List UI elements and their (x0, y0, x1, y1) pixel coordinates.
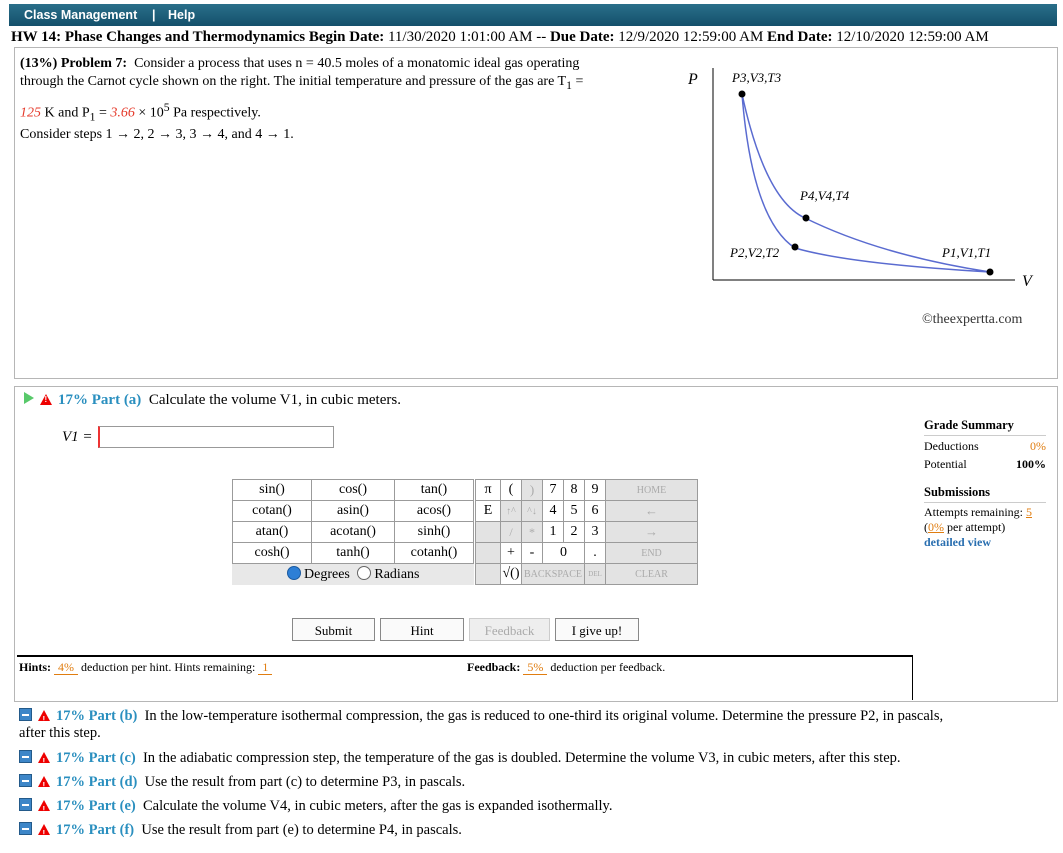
asin-key[interactable]: asin() (312, 501, 395, 522)
minus-key[interactable]: - (522, 543, 543, 564)
cotan-key[interactable]: cotan() (233, 501, 312, 522)
hw-title: HW 14: Phase Changes and Thermodynamics (11, 29, 306, 45)
key-7[interactable]: 7 (543, 480, 564, 501)
collapse-icon[interactable] (19, 822, 32, 835)
tan-key[interactable]: tan() (395, 480, 474, 501)
per-attempt-deduction: 0% (928, 520, 944, 534)
feedback-info (467, 660, 665, 675)
part-a-label: Part (a) (91, 392, 142, 408)
potential-value: 100% (1016, 457, 1046, 471)
key-2[interactable]: 2 (564, 522, 585, 543)
part-c-percent: 17% (56, 750, 85, 766)
problem-line-3-mid: K and P (44, 105, 90, 121)
down-exp-key[interactable]: ^↓ (522, 501, 543, 522)
del-key[interactable]: DEL (585, 564, 606, 585)
empty-key (476, 543, 501, 564)
angle-mode-row (233, 564, 474, 585)
end-key[interactable]: END (606, 543, 698, 564)
tanh-key[interactable]: tanh() (312, 543, 395, 564)
lparen-key[interactable]: ( (501, 480, 522, 501)
state-4-point (803, 215, 810, 222)
key-4[interactable]: 4 (543, 501, 564, 522)
part-b-percent: 17% (56, 708, 85, 724)
feedback-text: deduction per feedback. (550, 660, 666, 674)
warning-icon (38, 752, 50, 763)
cosh-key[interactable]: cosh() (233, 543, 312, 564)
state-3-point (739, 91, 746, 98)
carnot-cycle-diagram (680, 60, 1055, 330)
home-key[interactable]: HOME (606, 480, 698, 501)
potential-label: Potential (924, 457, 967, 471)
part-e-percent: 17% (56, 798, 85, 814)
p1-value: 3.66 (110, 105, 135, 121)
problem-line-2: through the Carnot cycle shown on the right. The initial temperature and pressure of the gas are T (20, 74, 567, 89)
part-b-label: Part (b) (88, 708, 138, 724)
multiply-key[interactable]: * (522, 522, 543, 543)
warning-icon (38, 824, 50, 835)
state-1-label: P1,V1,T1 (942, 245, 992, 260)
attempts-remaining: 5 (1025, 505, 1032, 519)
plus-key[interactable]: + (501, 543, 522, 564)
part-e-row[interactable] (19, 797, 1054, 815)
degrees-radio[interactable] (287, 566, 301, 580)
warning-icon (40, 394, 52, 405)
due-label: Due Date: (549, 29, 615, 45)
problem-weight: (13%) (20, 56, 58, 71)
state-4-label: P4,V4,T4 (800, 188, 850, 203)
grade-summary-title: Grade Summary (924, 418, 1046, 436)
cotanh-key[interactable]: cotanh() (395, 543, 474, 564)
warning-icon (38, 710, 50, 721)
part-e-label: Part (e) (88, 798, 136, 814)
state-2-label: P2,V2,T2 (730, 245, 780, 260)
radians-radio[interactable] (357, 566, 371, 580)
part-f-label: Part (f) (88, 822, 135, 838)
watermark-text: ©theexpertta.com (922, 312, 1023, 327)
backspace-key[interactable]: BACKSPACE (522, 564, 585, 585)
feedback-button[interactable]: Feedback (469, 618, 550, 641)
hint-deduction: 4% (54, 660, 78, 675)
part-b-text-cont: after this step. (19, 725, 101, 741)
key-6[interactable]: 6 (585, 501, 606, 522)
sinh-key[interactable]: sinh() (395, 522, 474, 543)
part-c-row[interactable] (19, 749, 1054, 767)
part-a-text: Calculate the volume V1, in cubic meters. (148, 392, 401, 408)
help-link[interactable]: Help (168, 8, 196, 22)
date-separator: -- (536, 29, 547, 45)
problem-line-4: Consider steps 1 → 2, 2 → 3, 3 → 4, and 4 → 1. (20, 127, 294, 143)
p-axis-label: P (688, 71, 698, 88)
submit-button[interactable]: Submit (292, 618, 375, 641)
right-arrow-key[interactable]: → (606, 522, 698, 543)
cos-key[interactable]: cos() (312, 480, 395, 501)
hints-label: Hints: (19, 660, 52, 674)
feedback-label: Feedback: (467, 660, 521, 674)
play-icon[interactable] (24, 392, 34, 404)
part-f-text: Use the result from part (e) to determine P4, in pascals. (141, 822, 462, 838)
collapse-icon[interactable] (19, 750, 32, 763)
problem-statement: (13%) Problem 7: Consider a process that uses n = 40.5 moles of a monatomic ideal gas operating through the Carnot cycle shown on the right. The initial temperature and pressure of the gas are $T_1$ = 125 K and $P_1 = 3.66 \times 10^5$ Pa respectively. Consider steps 1 → 2, 2 → 3, 3 → 4, and 4 → 1. (20, 56, 584, 143)
give-up-button[interactable]: I give up! (555, 618, 639, 641)
part-b-row[interactable] (19, 707, 1054, 742)
part-a-header (24, 392, 401, 409)
e-key[interactable]: E (476, 501, 501, 522)
part-d-text: Use the result from part (c) to determine P3, in pascals. (144, 774, 466, 790)
top-nav-bar (9, 4, 1057, 26)
function-keypad (232, 479, 474, 585)
part-d-label: Part (d) (88, 774, 138, 790)
part-d-percent: 17% (56, 774, 85, 790)
key-1[interactable]: 1 (543, 522, 564, 543)
v1-label: V1 = (62, 429, 93, 445)
collapse-icon[interactable] (19, 774, 32, 787)
part-c-label: Part (c) (88, 750, 136, 766)
end-label: End Date: (767, 29, 833, 45)
acos-key[interactable]: acos() (395, 501, 474, 522)
part-b-text: In the low-temperature isothermal compression, the gas is reduced to one-third its original volume. Determine the pressure P2, in pascals, (144, 708, 944, 724)
collapse-icon[interactable] (19, 798, 32, 811)
warning-icon (38, 800, 50, 811)
sqrt-key[interactable]: √() (501, 564, 522, 585)
submissions-title: Submissions (924, 485, 1046, 503)
state-1-point (987, 269, 994, 276)
part-f-percent: 17% (56, 822, 85, 838)
per-attempt-text: per attempt) (947, 520, 1006, 534)
begin-date: 11/30/2020 1:01:00 AM (387, 29, 533, 45)
attempts-info: Attempts remaining: 5 (0% per attempt) detailed view (924, 505, 1032, 549)
key-9[interactable]: 9 (585, 480, 606, 501)
empty-key (476, 522, 501, 543)
hints-remaining: 1 (258, 660, 272, 675)
attempts-label: Attempts remaining: (924, 505, 1023, 519)
collapse-icon[interactable] (19, 708, 32, 721)
rparen-key[interactable]: ) (522, 480, 543, 501)
degrees-label: Degrees (304, 566, 350, 582)
part-a-percent: 17% (58, 392, 88, 408)
radians-label: Radians (374, 566, 420, 582)
detailed-view-link[interactable]: detailed view (924, 535, 991, 549)
problem-line-1: Consider a process that uses n = 40.5 moles of a monatomic ideal gas operating (134, 56, 580, 71)
decimal-key[interactable]: . (585, 543, 606, 564)
numeric-keypad (475, 479, 698, 585)
hint-button[interactable]: Hint (380, 618, 464, 641)
part-e-text: Calculate the volume V4, in cubic meters, after the gas is expanded isothermally. (142, 798, 613, 814)
key-8[interactable]: 8 (564, 480, 585, 501)
left-arrow-key[interactable]: ← (606, 501, 698, 522)
problem-line-3-end: Pa respectively. (173, 105, 261, 121)
key-5[interactable]: 5 (564, 501, 585, 522)
due-date: 12/9/2020 12:59:00 AM (618, 29, 764, 45)
hints-info (19, 660, 272, 675)
part-f-row[interactable] (19, 821, 1054, 839)
v-axis-label: V (1022, 273, 1032, 290)
deductions-value: 0% (1030, 439, 1046, 453)
key-3[interactable]: 3 (585, 522, 606, 543)
deductions-label: Deductions (924, 439, 979, 453)
class-management-link[interactable]: Class Management (24, 8, 138, 22)
t1-value: 125 (20, 105, 41, 121)
feedback-deduction: 5% (523, 660, 547, 675)
homework-title-line (11, 29, 989, 46)
state-2-point (792, 244, 799, 251)
warning-icon (38, 776, 50, 787)
problem-name: Problem 7: (60, 56, 128, 71)
sin-key[interactable]: sin() (233, 480, 312, 501)
hints-text: deduction per hint. Hints remaining: (81, 660, 256, 674)
empty-key (476, 564, 501, 585)
begin-label: Begin Date: (308, 29, 385, 45)
end-date: 12/10/2020 12:59:00 AM (836, 29, 989, 45)
divide-key[interactable]: / (501, 522, 522, 543)
v1-answer-input[interactable] (98, 426, 334, 448)
part-c-text: In the adiabatic compression step, the temperature of the gas is doubled. Determine the volume V3, in cubic meters, after this step. (142, 750, 901, 766)
key-0[interactable]: 0 (543, 543, 585, 564)
acotan-key[interactable]: acotan() (312, 522, 395, 543)
clear-key[interactable]: CLEAR (606, 564, 698, 585)
nav-separator: | (152, 8, 156, 22)
up-exp-key[interactable]: ↑^ (501, 501, 522, 522)
state-3-label: P3,V3,T3 (732, 70, 782, 85)
part-d-row[interactable] (19, 773, 1054, 791)
pi-key[interactable]: π (476, 480, 501, 501)
atan-key[interactable]: atan() (233, 522, 312, 543)
grade-summary (924, 418, 1046, 550)
